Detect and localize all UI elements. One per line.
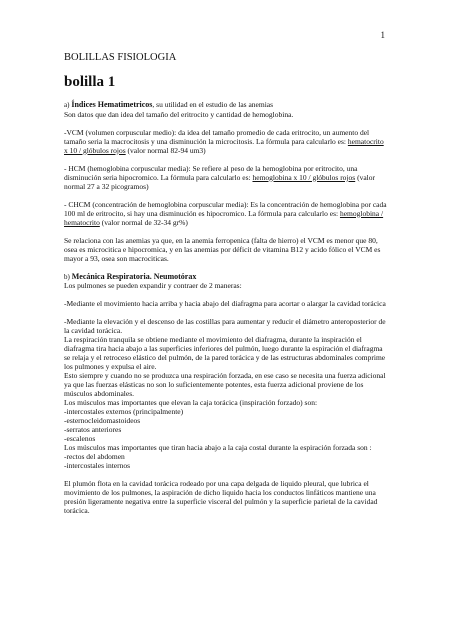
hcm-formula: hemoglobina x 10 / glóbulos rojos (252, 172, 356, 182)
chcm-paragraph (64, 200, 389, 227)
vcm-paragraph (64, 128, 389, 155)
list-item: -intercostales internos (64, 461, 131, 471)
list-item: -serratos anteriores (64, 425, 122, 435)
document-header: BOLILLAS FISIOLOGIA (64, 52, 177, 63)
section-a-heading (64, 100, 389, 110)
list-item: -rectos del abdomen (64, 452, 125, 462)
anemia-relation-paragraph: Se relaciona con las anemias ya que, en la anemia ferropenica (falta de hierro) el VCM es menor que 80, osea es microcitica e hipocromica, y en las anemias por déficit de vitamina B12 y acido fólico el VCM es mayor a 93, osea son macrociticas. (64, 235, 381, 263)
section-a-intro: Son datos que dan idea del tamaño del eritrocito y cantidad de hemoglobina. (64, 109, 294, 119)
section-a-label: a) (64, 101, 70, 109)
page-title: bolilla 1 (64, 74, 116, 90)
diaphragm-paragraph: -Mediante el movimiento hacia arriba y hacia abajo del diafragma para acortar o alargar la cavidad torácica (64, 299, 386, 309)
chcm-text: - CHCM (concentración de hemoglobina corpuscular media): Es la concentración de hemoglobina por cada 100 ml de eritrocito, si hay una disminución es hipocromico. La fórmula para calcularlo es: (64, 199, 387, 218)
vcm-formula: hematocrito x 10 / glóbulos rojos (64, 136, 384, 155)
hcm-text: - HCM (hemoglobina corpuscular media): Se refiere al peso de la hemoglobina por eritrocito, una disminución seria hipocromico. La fórmula para calcularlo es: (64, 163, 358, 182)
inspiration-muscles-intro: Los músculos mas importantes que elevan la caja torácica (inspiración forzado) son: (64, 398, 318, 408)
section-b-label: b) (64, 272, 70, 281)
quiet-breathing-paragraph: La respiración tranquila se obtiene mediante el movimiento del diafragma, durante la inspiración el diafragma tira hacia abajo a las superficies inferiores del pulmón, luego durante la espiración el diafragma se relaja y el retroceso elástico del pulmón, de la pared torácica y de las estructuras abdominales comprime los pulmones y expulsa el aire. (64, 335, 386, 372)
list-item: -escalenos (64, 434, 96, 444)
vcm-text: -VCM (volumen corpuscular medio): da idea del tamaño promedio de cada eritrocito, un aumento del tamaño seria la macrocitosis y una disminución la microcitosis. La fórmula para calcularlo es: (64, 127, 370, 146)
vcm-normal: (valor normal 82-94 um3) (125, 145, 206, 155)
expiration-muscles-intro: Los músculos mas importantes que tiran hacia abajo a la caja costal durante la espiración forzada son : (64, 443, 372, 453)
list-item: -esternocleidomastoideos (64, 416, 141, 426)
ribs-paragraph: -Mediante la elevación y el descenso de las costillas para aumentar y reducir el diámetro anteroposterior de la cavidad torácica. (64, 317, 386, 336)
hcm-paragraph (64, 164, 389, 191)
list-item: -intercostales externos (principalmente) (64, 407, 184, 417)
page-number: 1 (380, 30, 385, 40)
section-b-heading (64, 272, 389, 282)
chcm-normal: (valor normal de 32-34 gr%) (99, 217, 188, 227)
hcm-normal: (valor normal 27 a 32 picogramos) (64, 172, 375, 191)
section-b-title: Mecánica Respiratoria. Neumotórax (71, 271, 197, 281)
page-content (64, 52, 389, 515)
chcm-formula: hemoglobina / hematocrito (64, 208, 384, 227)
forced-breathing-paragraph: Esto siempre y cuando no se produzca una respiración forzada, en ese caso se necesita una fuerza adicional ya que las fuerzas elásticas no son lo suficientemente potentes, esta fuerza adicional proviene de los músculos abdominales. (64, 371, 386, 399)
pleura-paragraph: El plumón flota en la cavidad torácica rodeado por una capa delgada de liquido pleural, que lubrica el movimiento de los pulmones, la aspiración de dicho liquido hacia los conductos linfáticos mantiene una presión ligeramente negativa entre la superficie visceral del pulmón y la superficie parietal de la cavidad torácica. (64, 479, 378, 516)
section-a-title-tail: , su utilidad en el estudio de las anemias (152, 100, 274, 109)
section-b-intro: Los pulmones se pueden expandir y contraer de 2 maneras: (64, 281, 242, 291)
section-a-title: Índices Hematimetricos (71, 100, 153, 109)
